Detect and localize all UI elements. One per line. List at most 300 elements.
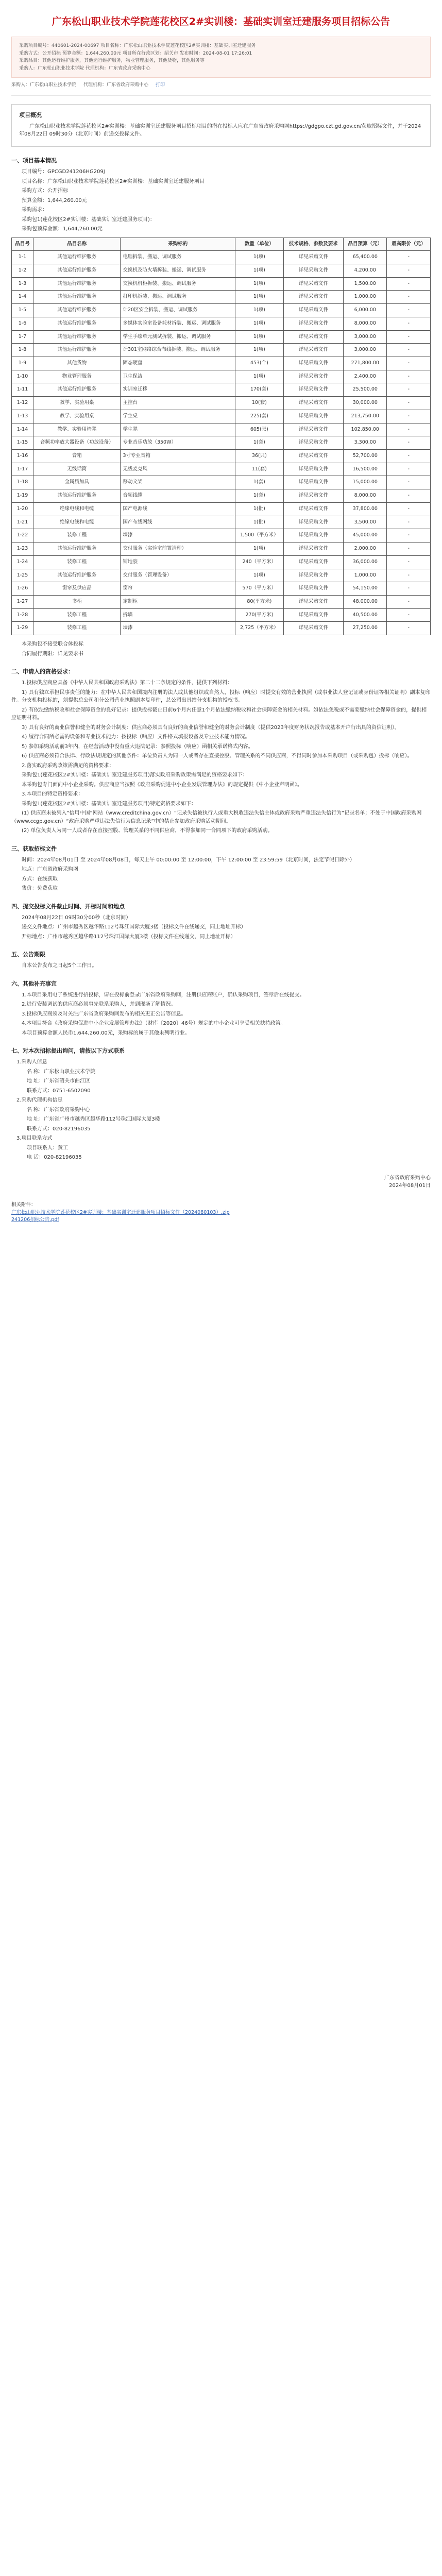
- table-cell: -: [387, 502, 431, 516]
- table-cell: 213,750.00: [344, 410, 387, 423]
- section-obtain-lines: [11, 856, 431, 893]
- paragraph-line: 采购包1(莲花校区2#实训楼：基础实训室迁建服务项目)特定资格要求如下：: [22, 801, 196, 807]
- contact-section: [11, 1058, 431, 1162]
- section-deadline-lines: [11, 914, 431, 941]
- section-period-lines: [11, 962, 431, 970]
- table-cell: -: [387, 344, 431, 357]
- table-cell: 54,150.00: [344, 582, 387, 596]
- table-cell: 多媒体实验室设备耗材拆装、搬运、调试服务: [121, 317, 235, 330]
- table-row: [12, 582, 431, 596]
- paragraph-line: 采购方式：公开招标: [22, 188, 68, 194]
- table-cell: 1-15: [12, 436, 33, 450]
- table-cell: 装修工程: [33, 555, 120, 569]
- signature-org: 广东省政府采购中心: [384, 1175, 431, 1181]
- table-cell: 102,850.00: [344, 423, 387, 436]
- table-cell: 3,300.00: [344, 436, 387, 450]
- table-cell: 详见采购文件: [283, 423, 343, 436]
- table-cell: 1(项): [235, 543, 284, 556]
- table-header-row: [12, 238, 431, 251]
- table-cell: 墙漆: [121, 529, 235, 543]
- table-cell: 1-25: [12, 569, 33, 582]
- paragraph-line: 递交文件地点：广州市越秀区越华路112号珠江国际大厦3楼（投标文件在线递交，同上地址开标）: [22, 924, 246, 930]
- table-row: [12, 595, 431, 608]
- attachment-link[interactable]: 241206招标公告.pdf: [11, 1217, 59, 1223]
- table-row: [12, 251, 431, 264]
- table-cell: 金属质加具: [33, 476, 120, 489]
- table-cell: -: [387, 529, 431, 543]
- table-cell: 36(只): [235, 450, 284, 463]
- table-cell: -: [387, 476, 431, 489]
- table-cell: 16,500.00: [344, 463, 387, 476]
- table-cell: 详见采购文件: [283, 357, 343, 370]
- table-cell: 打印机拆装、搬运、调试服务: [121, 291, 235, 304]
- table-cell: 详见采购文件: [283, 555, 343, 569]
- table-cell: 绝缘电线和电缆: [33, 502, 120, 516]
- table-cell: -: [387, 264, 431, 277]
- table-row: [12, 330, 431, 344]
- table-cell: 80(平方米): [235, 595, 284, 608]
- table-cell: 计301室网络综合布线拆装、搬运、调试服务: [121, 344, 235, 357]
- section-heading-other: 六、其他补充事宜: [11, 980, 57, 987]
- table-cell: 1(项): [235, 277, 284, 291]
- paragraph-line: 地点：广东省政府采购网: [22, 867, 78, 873]
- table-cell: 1-17: [12, 463, 33, 476]
- table-cell: 1(批): [235, 516, 284, 529]
- table-cell: -: [387, 595, 431, 608]
- table-cell: 1,500（平方米）: [235, 529, 284, 543]
- table-row: [12, 622, 431, 635]
- table-cell: 1(项): [235, 330, 284, 344]
- meta-line: 采购方式：公开招标 预算金额：1,644,260.00元 项目所在行政区划：韶关市 发布时间：2024-08-01 17:26:01: [19, 50, 252, 56]
- table-cell: 1-22: [12, 529, 33, 543]
- table-cell: -: [387, 397, 431, 410]
- paragraph-line: 3.本项目的特定资格要求：: [22, 791, 83, 798]
- attachments: [11, 1201, 431, 1224]
- signature-block: [11, 1174, 431, 1190]
- table-row: [12, 357, 431, 370]
- table-cell: 1(项): [235, 344, 284, 357]
- table-row: [12, 397, 431, 410]
- table-cell: 1-5: [12, 304, 33, 317]
- table-header-cell: 品目名称: [33, 238, 120, 251]
- table-cell: 570（平方米）: [235, 582, 284, 596]
- table-cell: 其他运行维护服务: [33, 317, 120, 330]
- table-row: [12, 291, 431, 304]
- table-cell: 3,000.00: [344, 330, 387, 344]
- table-cell: 详见采购文件: [283, 291, 343, 304]
- table-cell: 1-4: [12, 291, 33, 304]
- table-row: [12, 450, 431, 463]
- table-cell: 墙漆: [121, 622, 235, 635]
- paragraph-line: 售价：免费获取: [22, 886, 58, 892]
- table-cell: 装修工程: [33, 608, 120, 622]
- paragraph-line: 6) 供应商必须符合法律、行政法规规定的其他条件：单位负责人为同一人或者存在直接控股、管理关系的不同供应商，不得同时参加本采购项目（或采购包）投标（响应）。: [22, 753, 413, 759]
- table-cell: 2,400.00: [344, 370, 387, 383]
- paragraph-line: 方式：在线获取: [22, 876, 58, 882]
- table-cell: 240（平方米）: [235, 555, 284, 569]
- table-cell: 详见采购文件: [283, 277, 343, 291]
- table-cell: 装修工程: [33, 622, 120, 635]
- table-row: [12, 410, 431, 423]
- table-cell: 其他运行维护服务: [33, 251, 120, 264]
- meta-row: [11, 78, 431, 96]
- table-cell: 1-18: [12, 476, 33, 489]
- paragraph-line: 4) 履行合同所必需的设备和专业技术能力：按投标（响应）文件格式填报设备及专业技术能力情况。: [22, 734, 250, 740]
- section-heading-obtain: 三、获取招标文件: [11, 845, 57, 852]
- paragraph-line: 预算金额：1,644,260.00元: [22, 197, 87, 204]
- table-cell: 1-26: [12, 582, 33, 596]
- table-cell: 详见采购文件: [283, 595, 343, 608]
- table-cell: 物业管理服务: [33, 370, 120, 383]
- table-cell: -: [387, 317, 431, 330]
- table-cell: -: [387, 436, 431, 450]
- table-cell: 其他运行维护服务: [33, 489, 120, 503]
- table-cell: 453(个): [235, 357, 284, 370]
- table-cell: 1-3: [12, 277, 33, 291]
- paragraph-line: 3) 具有良好的商业信誉和健全的财务会计制度：供应商必须具有良好的商业信誉和健全的财务会计制度（提供2023年度财务状况报告或基本开户行出具的资信证明）。: [22, 724, 400, 731]
- table-cell: 3,500.00: [344, 516, 387, 529]
- table-cell: 8,000.00: [344, 489, 387, 503]
- table-cell: 学生桌: [121, 410, 235, 423]
- table-cell: 40,500.00: [344, 608, 387, 622]
- table-cell: 无线话筒: [33, 463, 120, 476]
- meta-line: 采购人：广东松山职业技术学院 代理机构：广东省政府采购中心: [19, 65, 150, 71]
- table-cell: -: [387, 543, 431, 556]
- table-cell: 1-21: [12, 516, 33, 529]
- table-cell: 1-6: [12, 317, 33, 330]
- table-cell: 605(张): [235, 423, 284, 436]
- table-row: [12, 608, 431, 622]
- table-row: [12, 317, 431, 330]
- paragraph-line: 4.本项目符合《政府采购促进中小企业发展管理办法》（财库〔2020〕46号）规定的中小企业可享受相关扶持政策。: [22, 1021, 286, 1027]
- table-cell: 其他运行维护服务: [33, 304, 120, 317]
- table-cell: 教学、实验用桌: [33, 397, 120, 410]
- table-cell: 2,725（平方米）: [235, 622, 284, 635]
- table-cell: -: [387, 423, 431, 436]
- table-row: [12, 344, 431, 357]
- table-header-cell: 采购标的: [121, 238, 235, 251]
- paragraph-line: 合同履行期限：详见要求书: [22, 651, 83, 657]
- table-cell: 其他运行维护服务: [33, 383, 120, 397]
- table-cell: 1(项): [235, 370, 284, 383]
- table-row: [12, 502, 431, 516]
- table-cell: -: [387, 251, 431, 264]
- table-cell: 固态硬盘: [121, 357, 235, 370]
- table-cell: 3,000.00: [344, 344, 387, 357]
- table-cell: 教学、实验用桌: [33, 410, 120, 423]
- table-row: [12, 516, 431, 529]
- table-cell: 36,000.00: [344, 555, 387, 569]
- table-cell: 其他运行维护服务: [33, 344, 120, 357]
- table-row: [12, 529, 431, 543]
- paragraph-line: 联系方式：020-82196035: [27, 1126, 91, 1132]
- buyer-info-title: 1.采购人信息: [16, 1059, 47, 1065]
- table-cell: 1(项): [235, 251, 284, 264]
- table-cell: 专业音乐功放（350W）: [121, 436, 235, 450]
- table-cell: 1-24: [12, 555, 33, 569]
- table-cell: 1-2: [12, 264, 33, 277]
- table-cell: -: [387, 608, 431, 622]
- paragraph-line: 项目联系人：黄工: [27, 1145, 68, 1151]
- paragraph-line: 1) 具有独立承担民事责任的能力：在中华人民共和国境内注册的法人或其他组织或自然人，投标（响应）时提交有效的营业执照（或事业法人登记证或身份证等相关证明）副本复印件。分支机构投标的，须提供总公司和分公司营业执照副本复印件，总公司出具给分支机构的授权书。: [11, 689, 431, 704]
- paragraph-line: 项目名称：广东松山职业技术学院莲花校区2#实训楼：基础实训室迁建服务项目: [22, 178, 205, 184]
- table-cell: 详见采购文件: [283, 608, 343, 622]
- paragraph-line: (1) 供应商未被列入“信用中国”网站（www.creditchina.gov.cn）“记录失信被执行人或重大税收违法失信主体或政府采购严重违法失信行为”记录名单；不处于中国政府采购网（www.ccgp.gov.cn）“政府采购严重违法失信行为信息记录”中的禁止参加政府采购活动期间。: [11, 810, 422, 824]
- table-cell: 详见采购文件: [283, 397, 343, 410]
- meta-line: 采购项目编号：440601-2024-00697 项目名称：广东松山职业技术学院莲花校区2#实训楼：基础实训室迁建服务: [19, 43, 256, 49]
- table-cell: 1-11: [12, 383, 33, 397]
- paragraph-line: 本项目预算金额人民币1,644,260.00元，采购标的属于其他未列明行业。: [22, 1030, 190, 1036]
- paragraph-line: 项目编号：GPCGD241206HG209J: [22, 169, 105, 175]
- table-cell: -: [387, 383, 431, 397]
- table-row: [12, 569, 431, 582]
- project-meta-box: [11, 37, 431, 78]
- table-row: [12, 489, 431, 503]
- paragraph-line: 名 称：广东省政府采购中心: [27, 1107, 91, 1113]
- table-cell: 学生手绘单元测试拆装、搬运、调试服务: [121, 330, 235, 344]
- attachment-link[interactable]: 广东松山职业技术学院莲花校区2#实训楼：基础实训室迁建服务项目招标文件（2024080103）.zip: [11, 1209, 230, 1215]
- table-cell: 1-28: [12, 608, 33, 622]
- table-cell: 1(项): [235, 291, 284, 304]
- paragraph-line: (2) 单位负责人为同一人或者存在直接控股、管理关系的不同供应商，不得参加同一合同项下的政府采购活动。: [22, 828, 273, 834]
- table-cell: 10(套): [235, 397, 284, 410]
- project-contact-info: [11, 1144, 431, 1162]
- paragraph-line: 2.进行安装调试的供应商必须事先联系采购人，并到现场了解情况。: [22, 1002, 176, 1008]
- table-cell: 定制柜: [121, 595, 235, 608]
- table-cell: 271,800.00: [344, 357, 387, 370]
- agency-label: 代理机构：广东省政府采购中心: [83, 82, 149, 88]
- table-cell: -: [387, 357, 431, 370]
- table-cell: 学生凳: [121, 423, 235, 436]
- table-row: [12, 463, 431, 476]
- table-cell: 1,000.00: [344, 291, 387, 304]
- table-row: [12, 555, 431, 569]
- announcement-page: [0, 0, 442, 1245]
- table-cell: 详见采购文件: [283, 476, 343, 489]
- table-cell: -: [387, 489, 431, 503]
- table-cell: 详见采购文件: [283, 543, 343, 556]
- table-cell: 详见采购文件: [283, 344, 343, 357]
- table-cell: 25,500.00: [344, 383, 387, 397]
- table-cell: 装修工程: [33, 529, 120, 543]
- paragraph-line: 5) 参加采购活动前3年内，在经营活动中没有重大违法记录：参照投标（响应）函相关承诺格式内容。: [22, 743, 253, 750]
- table-body: [12, 251, 431, 635]
- table-cell: -: [387, 291, 431, 304]
- table-cell: 1-19: [12, 489, 33, 503]
- overview-heading: 项目概况: [19, 111, 42, 118]
- table-cell: 15,000.00: [344, 476, 387, 489]
- table-cell: 45,000.00: [344, 529, 387, 543]
- section-qualification-lines: [11, 679, 431, 835]
- signature-date: 2024年08月01日: [389, 1183, 431, 1189]
- table-cell: 37,800.00: [344, 502, 387, 516]
- table-row: [12, 543, 431, 556]
- table-cell: 窗帘及供应品: [33, 582, 120, 596]
- table-cell: 1(项): [235, 317, 284, 330]
- table-cell: -: [387, 277, 431, 291]
- paragraph-line: 采购需求：: [22, 207, 47, 213]
- paragraph-line: 自本公告发布之日起5个工作日。: [22, 963, 97, 969]
- table-cell: 3寸专业音箱: [121, 450, 235, 463]
- table-cell: 详见采购文件: [283, 569, 343, 582]
- table-cell: 电脑拆装、搬运、调试服务: [121, 251, 235, 264]
- overview-text: 广东松山职业技术学院莲花校区2#实训楼：基础实训室迁建服务项目招标项目的潜在投标人应在广东省政府采购网https://gdgpo.czt.gd.gov.cn/获取招标文件，并于2024年08月22日 09时30分（北京时间）前递交投标文件。: [19, 123, 421, 138]
- table-cell: 铺地胶: [121, 555, 235, 569]
- print-link[interactable]: 打印: [156, 82, 165, 88]
- paragraph-line: 采购包1(莲花校区2#实训楼：基础实训室迁建服务项目)：: [22, 216, 155, 223]
- table-cell: -: [387, 450, 431, 463]
- section-heading-deadline: 四、提交投标文件截止时间、开标时间和地点: [11, 903, 125, 910]
- table-cell: 其他运行维护服务: [33, 264, 120, 277]
- table-cell: -: [387, 622, 431, 635]
- section-heading-basic: 一、项目基本情况: [11, 157, 57, 164]
- table-cell: 详见采购文件: [283, 410, 343, 423]
- table-cell: 1,000.00: [344, 569, 387, 582]
- table-cell: 交付服务（实验室前置清理）: [121, 543, 235, 556]
- table-cell: 窗帘: [121, 582, 235, 596]
- table-header-cell: 品目预算（元）: [344, 238, 387, 251]
- table-cell: -: [387, 569, 431, 582]
- table-cell: 详见采购文件: [283, 463, 343, 476]
- table-cell: 详见采购文件: [283, 383, 343, 397]
- paragraph-line: 1.本项目采用电子系统进行招投标，请在投标前登录广东省政府采购网，注册供应商账户，确认采购项目，签章后在线提交。: [22, 992, 305, 998]
- table-row: [12, 383, 431, 397]
- table-row: [12, 264, 431, 277]
- table-cell: 详见采购文件: [283, 370, 343, 383]
- table-cell: 详见采购文件: [283, 450, 343, 463]
- table-row: [12, 423, 431, 436]
- table-cell: 1-20: [12, 502, 33, 516]
- table-cell: 详见采购文件: [283, 304, 343, 317]
- table-cell: 1-16: [12, 450, 33, 463]
- paragraph-line: 开标地点：广州市越秀区越华路112号珠江国际大厦3楼（投标文件在线递交，同上地址开标）: [22, 934, 236, 940]
- table-cell: 详见采购文件: [283, 582, 343, 596]
- table-cell: 详见采购文件: [283, 330, 343, 344]
- table-cell: 1-29: [12, 622, 33, 635]
- table-row: [12, 436, 431, 450]
- table-cell: 详见采购文件: [283, 622, 343, 635]
- paragraph-line: 联系方式：0751-6502090: [27, 1088, 91, 1094]
- table-cell: 1(套): [235, 476, 284, 489]
- table-cell: 48,000.00: [344, 595, 387, 608]
- section-heading-period: 五、公告期限: [11, 951, 45, 958]
- paragraph-line: 地 址：广东省广州市越秀区越华路112号珠江国际大厦3楼: [27, 1116, 160, 1123]
- buyer-info: [11, 1068, 431, 1095]
- table-cell: 书柜: [33, 595, 120, 608]
- paragraph-line: 本采购包不接受联合体投标: [22, 641, 83, 648]
- paragraph-line: 电 话：020-82196035: [27, 1155, 82, 1161]
- table-cell: 1-1: [12, 251, 33, 264]
- table-cell: 1-8: [12, 344, 33, 357]
- paragraph-line: 本采购包专门面向中小企业采购。供应商应当按照《政府采购促进中小企业发展管理办法》的规定提供《中小企业声明函》。: [22, 782, 302, 788]
- table-cell: 详见采购文件: [283, 489, 343, 503]
- table-cell: 详见采购文件: [283, 502, 343, 516]
- table-cell: 1(套): [235, 436, 284, 450]
- section-basic-after: [11, 640, 431, 658]
- paragraph-line: 3.投标供应商须及时关注广东省政府采购网发布的相关更正公告等信息。: [22, 1011, 186, 1017]
- table-cell: 国产电源线: [121, 502, 235, 516]
- table-cell: 卫生保洁: [121, 370, 235, 383]
- table-cell: 1-27: [12, 595, 33, 608]
- table-cell: 主控台: [121, 397, 235, 410]
- table-cell: -: [387, 330, 431, 344]
- paragraph-line: 名 称：广东松山职业技术学院: [27, 1069, 96, 1075]
- table-cell: 音频线缆: [121, 489, 235, 503]
- table-cell: -: [387, 516, 431, 529]
- table-cell: 1-9: [12, 357, 33, 370]
- buyer-label: 采购人：广东松山职业技术学院: [11, 82, 77, 88]
- table-cell: 交付服务（管理设备）: [121, 569, 235, 582]
- table-cell: 音箱: [33, 450, 120, 463]
- table-cell: -: [387, 582, 431, 596]
- section-other-lines: [11, 991, 431, 1038]
- table-cell: 国产布线网线: [121, 516, 235, 529]
- table-cell: 1(套): [235, 489, 284, 503]
- section-basic-lines: [11, 168, 431, 233]
- paragraph-line: 地 址：广东省韶关市曲江区: [27, 1078, 91, 1084]
- section-heading-qualification: 二、申请人的资格要求：: [11, 668, 74, 675]
- section-heading-contact: 七、对本次招标提出询问，请按以下方式联系: [11, 1047, 125, 1055]
- project-contact-title: 3.项目联系方式: [16, 1136, 53, 1142]
- agency-info: [11, 1106, 431, 1133]
- table-row: [12, 277, 431, 291]
- table-row: [12, 370, 431, 383]
- table-cell: 无线麦克风: [121, 463, 235, 476]
- table-cell: -: [387, 410, 431, 423]
- table-cell: -: [387, 555, 431, 569]
- paragraph-line: 2.落实政府采购政策需满足的资格要求：: [22, 762, 114, 769]
- table-cell: 6,000.00: [344, 304, 387, 317]
- table-cell: 1-23: [12, 543, 33, 556]
- paragraph-line: 2024年08月22日 09时30分00秒（北京时间）: [22, 914, 131, 921]
- table-cell: 详见采购文件: [283, 436, 343, 450]
- table-cell: 11(套): [235, 463, 284, 476]
- table-cell: 音频功率放大器设备（功放设备）: [33, 436, 120, 450]
- table-cell: 1(项): [235, 304, 284, 317]
- table-cell: 详见采购文件: [283, 516, 343, 529]
- table-header-cell: 最高限价（元）: [387, 238, 431, 251]
- attachments-label: 相关附件：: [11, 1201, 36, 1208]
- table-cell: 其他运行维护服务: [33, 543, 120, 556]
- table-cell: 27,250.00: [344, 622, 387, 635]
- table-cell: 详见采购文件: [283, 251, 343, 264]
- paragraph-line: 采购包1(莲花校区2#实训楼：基础实训室迁建服务项目)落实政府采购政策需满足的资格要求如下：: [22, 772, 248, 778]
- table-cell: 交换机机柜拆装、搬运、调试服务: [121, 277, 235, 291]
- table-cell: 拆墙: [121, 608, 235, 622]
- table-cell: 计20区安全拆装、搬运、调试服务: [121, 304, 235, 317]
- table-cell: 1-10: [12, 370, 33, 383]
- table-cell: 其他运行维护服务: [33, 569, 120, 582]
- procurement-table: [11, 238, 431, 636]
- table-cell: 1(项): [235, 264, 284, 277]
- table-cell: -: [387, 370, 431, 383]
- paragraph-line: 时间：2024年08月01日 至 2024年08月08日，每天上午 00:00:00 至 12:00:00，下午 12:00:00 至 23:59:59（北京时间，法定节假日除外）: [22, 857, 355, 863]
- paragraph-line: 1.投标供应商应具备《中华人民共和国政府采购法》第二十二条规定的条件，提供下列材料：: [22, 680, 233, 686]
- table-cell: 52,700.00: [344, 450, 387, 463]
- overview-box: [11, 104, 431, 147]
- table-cell: 1-13: [12, 410, 33, 423]
- table-cell: 1-12: [12, 397, 33, 410]
- agency-info-title: 2.采购代理机构信息: [16, 1097, 63, 1104]
- table-cell: 30,000.00: [344, 397, 387, 410]
- paragraph-line: 2) 有依法缴纳税收和社会保障资金的良好记录：提供投标截止日前6个月内任意1个月依法缴纳税收和社会保障资金的相关材料。如依法免税或不需要缴纳社会保障资金的，提供相应证明材料。: [11, 707, 427, 721]
- table-cell: 详见采购文件: [283, 264, 343, 277]
- table-header-cell: 数量（单位）: [235, 238, 284, 251]
- table-row: [12, 476, 431, 489]
- table-header-cell: 技术规格、参数及要求: [283, 238, 343, 251]
- table-cell: 其他运行维护服务: [33, 330, 120, 344]
- table-cell: 225(套): [235, 410, 284, 423]
